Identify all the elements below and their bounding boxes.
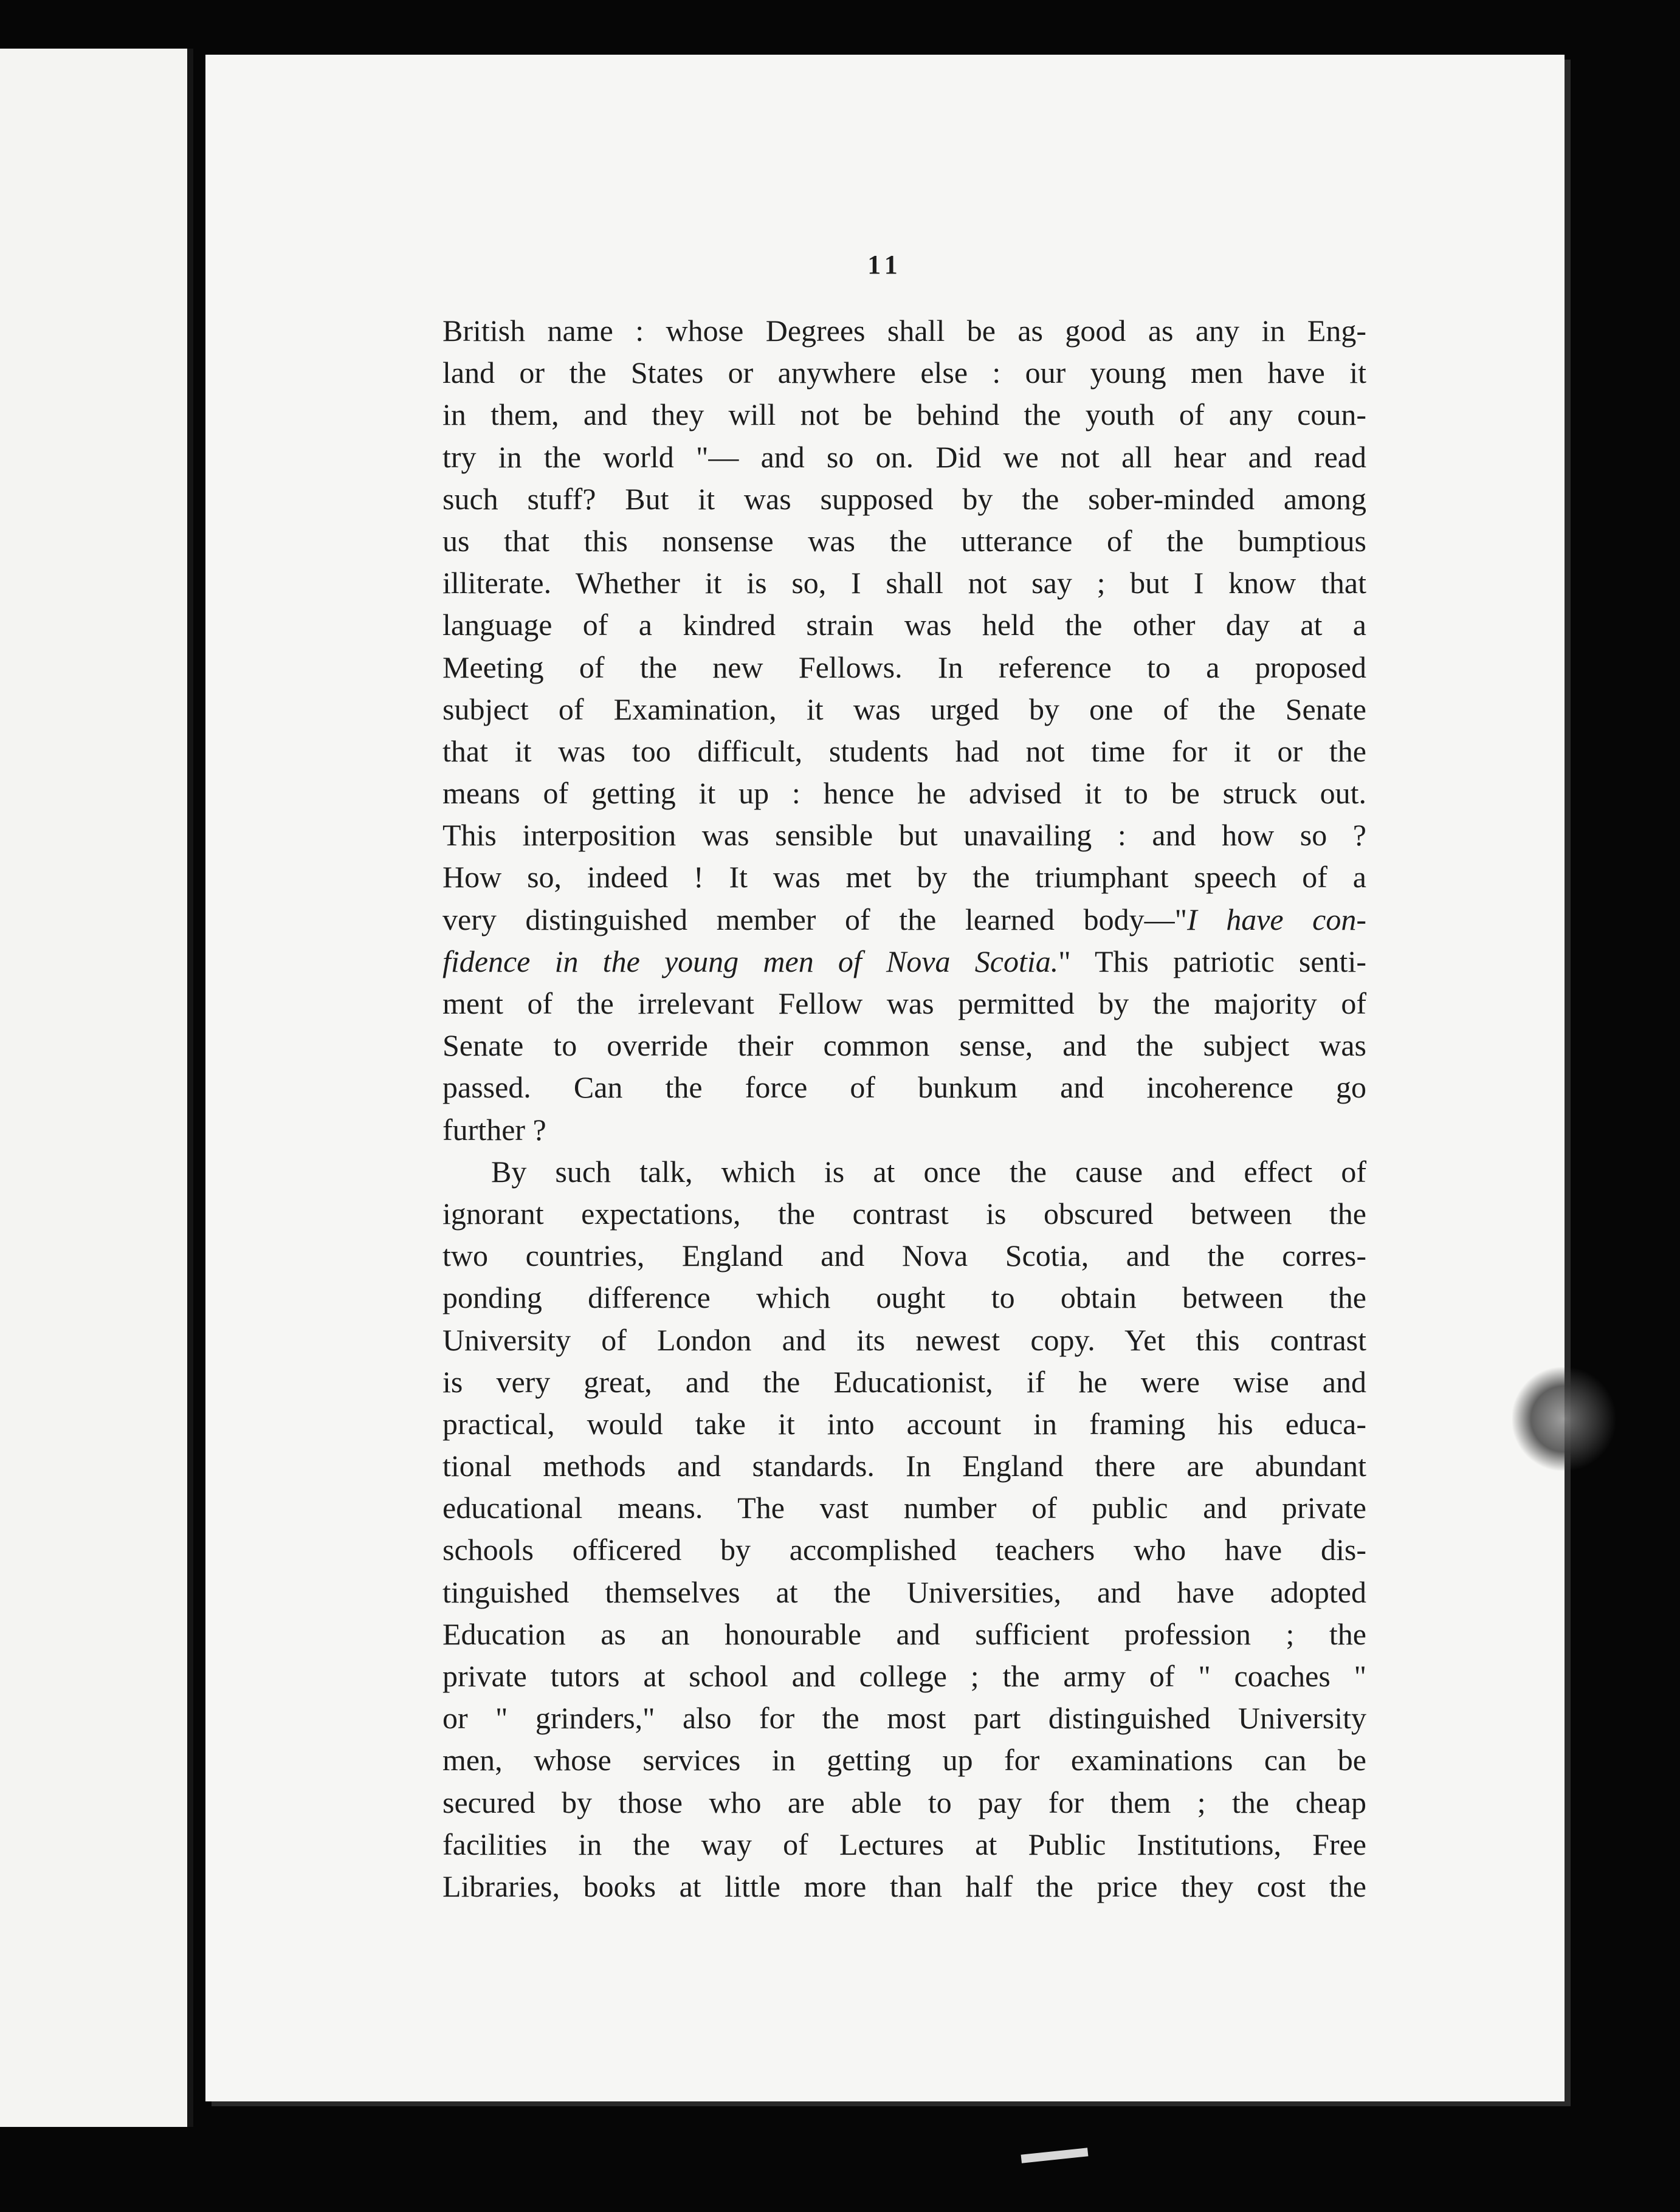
text-line: further ? — [442, 1112, 546, 1147]
text-line: language of a kindred strain was held the other day at a — [442, 608, 1366, 642]
text-line: such stuff? But it was supposed by the sober-minded among — [442, 481, 1366, 516]
text-line: facilities in the way of Lectures at Public Institutions, Free — [442, 1827, 1366, 1861]
text-line: Senate to override their common sense, and the subject was — [442, 1028, 1366, 1063]
text-line: secured by those who are able to pay for them ; the cheap — [442, 1785, 1366, 1819]
italic-quote: I have con- — [1186, 902, 1366, 936]
text-line: Meeting of the new Fellows. In reference to a proposed — [442, 650, 1366, 684]
paragraph-start: By such talk, which is at once the cause and effect of — [491, 1154, 1366, 1189]
page-number: 11 — [867, 250, 903, 280]
text-line: illiterate. Whether it is so, I shall not say ; but I know that — [442, 566, 1366, 600]
italic-quote: fidence in the young men of Nova Scotia. — [442, 944, 1059, 978]
text-line: British name : whose Degrees shall be as good as any in Eng- — [442, 314, 1366, 348]
facing-page-edge — [0, 49, 193, 2127]
text-line: How so, indeed ! It was met by the triumphant speech of a — [442, 860, 1366, 895]
text-line: or " grinders," also for the most part distinguished University — [442, 1701, 1366, 1736]
text-line: land or the States or anywhere else : our young men have it — [442, 355, 1366, 390]
text-line: two countries, England and Nova Scotia, and the corres- — [442, 1238, 1366, 1273]
text-line: very distinguished member of the learned body—"I have con- — [442, 902, 1366, 936]
scan-stain — [1512, 1367, 1616, 1471]
text-line: This interposition was sensible but unavailing : and how so ? — [442, 818, 1366, 853]
text-line: ponding difference which ought to obtain between the — [442, 1280, 1366, 1315]
text-line: University of London and its newest copy. Yet this contrast — [442, 1322, 1366, 1357]
body-text — [442, 310, 1366, 1908]
text-line: Libraries, books at little more than half the price they cost the — [442, 1869, 1366, 1903]
text-line: practical, would take it into account in framing his educa- — [442, 1406, 1366, 1441]
text-line: ignorant expectations, the contrast is obscured between the — [442, 1196, 1366, 1231]
text-line: educational means. The vast number of public and private — [442, 1491, 1366, 1525]
text-line: means of getting it up : hence he advised it to be struck out. — [442, 776, 1366, 811]
text-line: is very great, and the Educationist, if he were wise and — [442, 1364, 1366, 1399]
text-line: us that this nonsense was the utterance of the bumptious — [442, 523, 1366, 558]
text-line: Education as an honourable and sufficient profession ; the — [442, 1616, 1366, 1651]
text-line: men, whose services in getting up for examinations can be — [442, 1743, 1366, 1777]
text-line: subject of Examination, it was urged by one of the Senate — [442, 692, 1366, 726]
document-page — [205, 55, 1565, 2101]
text-line: in them, and they will not be behind the youth of any coun- — [442, 397, 1366, 432]
text-line: try in the world "— and so on. Did we not all hear and read — [442, 439, 1366, 474]
text-line: tinguished themselves at the Universities, and have adopted — [442, 1575, 1366, 1609]
text-line: ment of the irrelevant Fellow was permitted by the majority of — [442, 986, 1366, 1020]
text-line: tional methods and standards. In England there are abundant — [442, 1449, 1366, 1483]
text-line: that it was too difficult, students had not time for it or the — [442, 733, 1366, 768]
text-line: schools officered by accomplished teachers who have dis- — [442, 1533, 1366, 1567]
text-line: passed. Can the force of bunkum and incoherence go — [442, 1070, 1366, 1105]
text-line: private tutors at school and college ; the army of " coaches " — [442, 1659, 1366, 1693]
text-line: fidence in the young men of Nova Scotia." This patriotic senti- — [442, 944, 1366, 978]
